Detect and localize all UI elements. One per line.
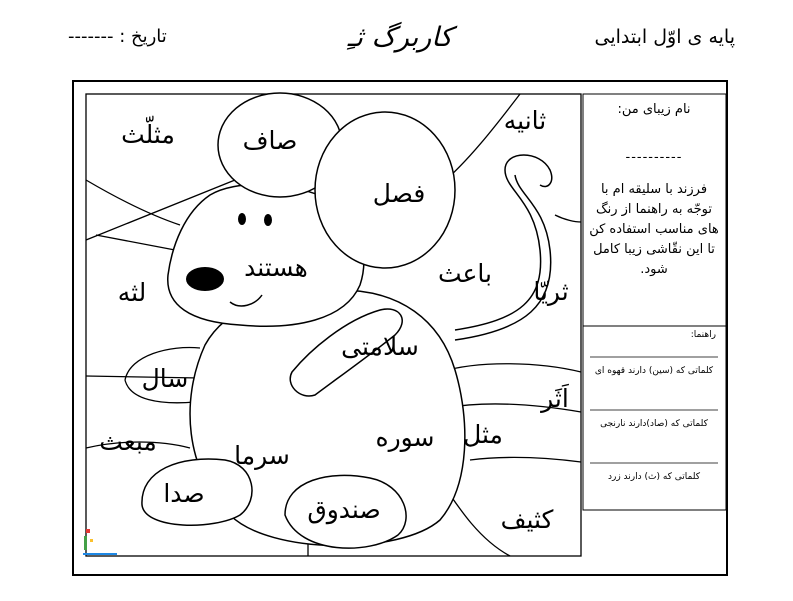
logo-bar [84, 536, 87, 550]
word-bais: باعث [437, 259, 493, 288]
word-sarma: سرما [234, 441, 290, 470]
guide-item-yellow: کلماتی که (ث) دارند زرد [607, 472, 701, 482]
word-soraya: ثریّا [533, 277, 569, 306]
word-seda: صدا [163, 479, 205, 508]
guide-title: راهنما: [690, 330, 716, 340]
mouse-eye-left [238, 213, 246, 225]
logo-underline [83, 553, 117, 555]
word-mosallas: مثلّث [121, 120, 175, 149]
mouse-eye-right [264, 214, 272, 226]
grade-label: پایه ی اوّل ابتدایی [594, 26, 735, 48]
word-fasl: فصل [372, 179, 426, 208]
word-sooreh: سوره [375, 423, 435, 452]
word-asar: اَثَر [541, 384, 569, 413]
word-lese: لثه [117, 278, 147, 307]
word-hastand: هستند [244, 253, 308, 282]
word-sandoogh: صندوق [307, 495, 381, 524]
word-saf: صاف [242, 126, 298, 155]
instruction-text: فرزند با سلیقه ام با توجّه به راهنما از رنگ های مناسب استفاده کن تا این نقّاشی زیبا کامل شود. [589, 182, 719, 277]
mouse-nose [186, 267, 224, 291]
word-mesl: مثل [463, 420, 503, 449]
guide-item-brown: کلماتی که (سین) دارند قهوه ای [594, 366, 714, 376]
name-input-line: ---------- [625, 150, 683, 165]
logo-dot-1 [86, 529, 90, 533]
colorful-logo-icon [80, 527, 122, 561]
word-sal: سال [141, 364, 189, 393]
word-kasif: کثیف [500, 505, 554, 534]
worksheet-title: کاربرگ ثـِ [347, 22, 453, 53]
logo-dot-2 [90, 539, 93, 542]
word-saniyeh: ثانیه [503, 106, 547, 135]
guide-item-orange: کلماتی که (صاد)دارند نارنجی [600, 419, 708, 429]
name-label: نام زیبای من: [617, 102, 691, 117]
word-mabas: مبعث [99, 427, 157, 456]
word-salamati: سلامتی [341, 332, 419, 361]
date-field: تاریخ : ------- [68, 26, 167, 47]
